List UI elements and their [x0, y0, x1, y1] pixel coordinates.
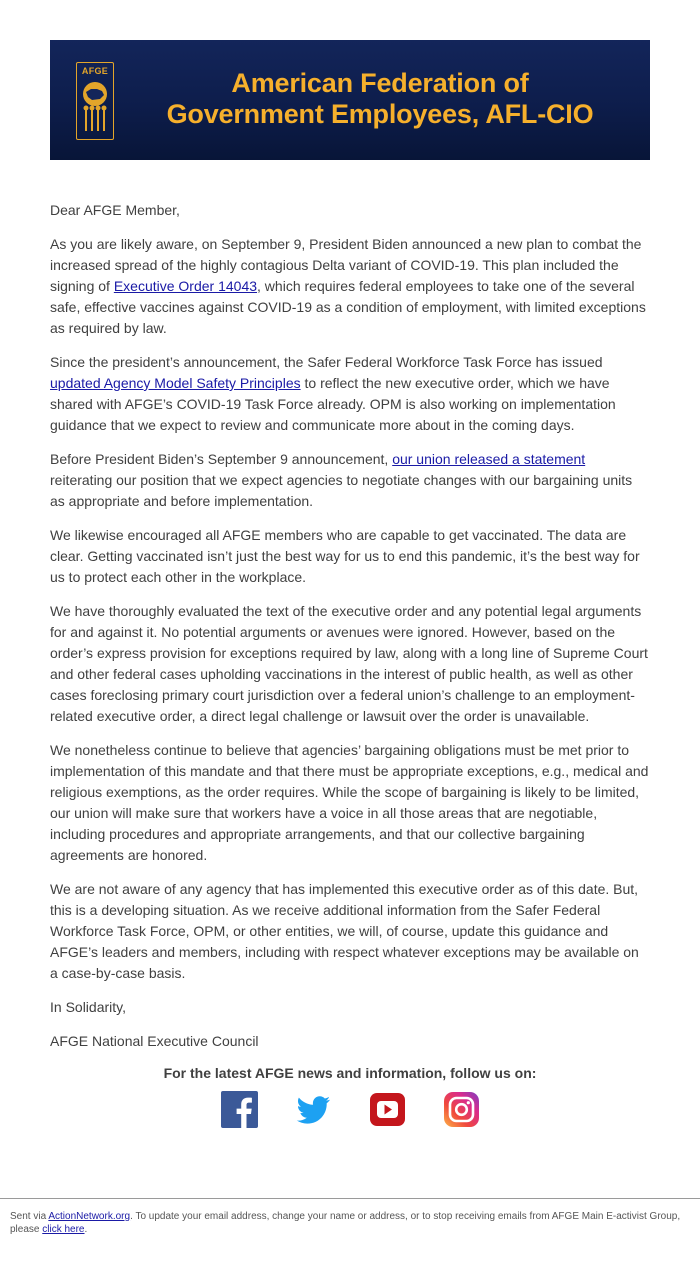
paragraph-7: We are not aware of any agency that has implemented this executive order as of this date. But, this is a developing situation. As we receive additional information from the Safer Federal Workforce Task Force, OPM, or other entities, we will, of course, update this guidance and AFGE’s leaders and members, including with respect whatever exceptions may be available on a case-by-case basis. [50, 881, 639, 981]
footer-divider [0, 1198, 700, 1199]
paragraph-5: We have thoroughly evaluated the text of the executive order and any potential legal arguments for and against it. No potential arguments or avenues were ignored. However, based on the order’s express provision for exceptions required by law, along with a long line of Supreme Court and other federal cases upholding vaccinations in the interest of public health, as well as other cases foreclosing primary court jurisdiction over a federal union’s challenge to an employment-related executive order, a direct legal challenge or lawsuit over the order is unavailable. [50, 603, 648, 724]
paragraph-3: Before President Biden’s September 9 announcement, our union released a statement reiterating our position that we expect agencies to negotiate changes with our bargaining units as appropriate and before implementation. [50, 451, 633, 509]
union-statement-link[interactable]: our union released a statement [392, 451, 586, 467]
actionnetwork-link[interactable]: ActionNetwork.org [48, 1211, 131, 1222]
logo-text: AFGE [81, 66, 109, 76]
title-line-2: Government Employees, AFL-CIO [166, 99, 594, 129]
email-content [50, 40, 650, 1128]
signature: AFGE National Executive Council [50, 1033, 259, 1049]
youtube-icon[interactable] [369, 1091, 406, 1128]
greeting: Dear AFGE Member, [50, 202, 180, 218]
social-heading: For the latest AFGE news and information, follow us on: [163, 1065, 537, 1081]
executive-order-link[interactable]: Executive Order 14043 [113, 278, 258, 294]
facebook-icon[interactable] [221, 1091, 258, 1128]
twitter-icon[interactable] [295, 1091, 332, 1128]
instagram-icon[interactable] [443, 1091, 480, 1128]
safety-principles-link[interactable]: updated Agency Model Safety Principles [50, 375, 301, 391]
closing: In Solidarity, [50, 999, 126, 1015]
title-line-1: American Federation of [231, 68, 529, 98]
afge-logo [76, 62, 114, 140]
unsubscribe-link[interactable]: click here [42, 1224, 85, 1235]
organization-title [140, 68, 620, 130]
paragraph-2: Since the president’s announcement, the Safer Federal Workforce Task Force has issued updated Agency Model Safety Principles to reflect the new executive order, which we have shared with AFGE’s COVID-19 Task Force already. OPM is also working on implementation guidance that we expect to review and communicate more about in the coming days. [50, 354, 616, 433]
paragraph-6: We nonetheless continue to believe that agencies’ bargaining obligations must be met prior to implementation of this mandate and that there must be appropriate exceptions, e.g., medical and religious exemptions, as the order requires. While the scope of bargaining is likely to be limited, our union will make sure that workers have a voice in all those areas that are negotiable, including procedures and appropriate arrangements, and that our collective bargaining agreements are honored. [50, 742, 649, 863]
header-banner [50, 40, 650, 160]
social-links [50, 1091, 650, 1128]
paragraph-4: We likewise encouraged all AFGE members who are capable to get vaccinated. The data are clear. Getting vaccinated isn’t just the best way for us to end this pandemic, it’s the best way for us to protect each other in the workplace. [50, 527, 640, 585]
footer: Sent via ActionNetwork.org. To update your email address, change your name or address, or to stop receiving emails from AFGE Main E-activist Group, please click here. [10, 1211, 681, 1235]
letter-body [50, 200, 650, 1052]
paragraph-1: As you are likely aware, on September 9, President Biden announced a new plan to combat the increased spread of the highly contagious Delta variant of COVID-19. This plan included the signing of Executive Order 14043, which requires federal employees to take one of the several safe, effective vaccines against COVID-19 as a condition of employment, with limited exceptions as required by law. [50, 236, 646, 336]
